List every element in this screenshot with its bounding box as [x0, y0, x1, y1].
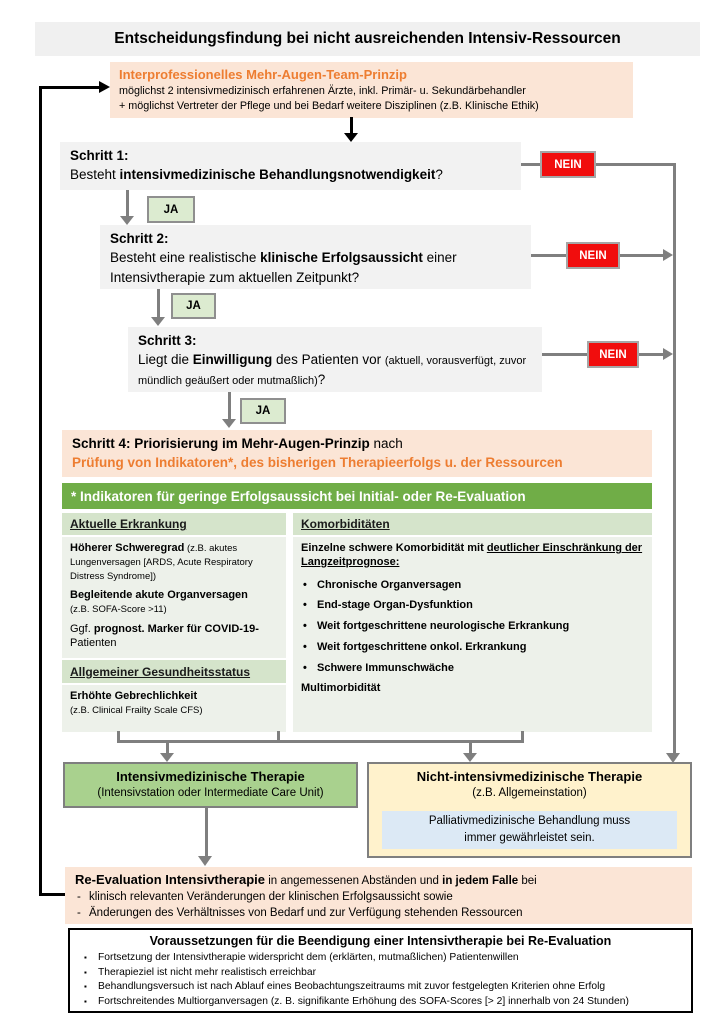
indicator-covid-bold: prognost. Marker für COVID-19- [93, 622, 259, 635]
left-column-header-1: Aktuelle Erkrankung [62, 513, 286, 535]
step1-nein-badge: NEIN [540, 151, 596, 178]
reevaluation-box [65, 867, 692, 924]
icu-therapy-subtitle: (Intensivstation oder Intermediate Care Unit) [97, 786, 324, 799]
step3-question [138, 350, 532, 390]
comorbidity-bullet: • Schwere Immunschwäche [301, 662, 644, 676]
indicator-severity-small: (z.B. akutes Lungenversagen [ARDS, Acute Respiratory Distress Syndrome]) [70, 543, 253, 582]
step4-line2: Prüfung von Indikatoren*, des bisherigen Therapieerfolgs u. der Ressourcen [72, 455, 563, 471]
team-to-step1-arrowhead-icon [344, 133, 358, 142]
reevaluation-text-1: in angemessenen Abständen und [265, 875, 443, 887]
step1-box [60, 142, 521, 190]
indicator-frailty-bold: Erhöhte Gebrechlichkeit [70, 690, 198, 702]
non-icu-therapy-title: Nicht-intensivmedizinische Therapie [416, 769, 643, 784]
indicator-covid-marker [70, 623, 278, 651]
bus-arrow-icu-arrowhead-icon [160, 753, 174, 762]
icu-therapy-box [63, 762, 358, 808]
step1-ja-arrowhead-icon [120, 216, 134, 225]
indicators-header: * Indikatoren für geringe Erfolgsaussicht bei Initial- oder Re-Evaluation [62, 483, 652, 509]
team-principle-box [110, 62, 633, 118]
step4-box [62, 430, 652, 477]
step2-nein-line-b [620, 254, 663, 257]
bus-arrow-icu-line [166, 740, 169, 754]
team-principle-line2: + möglichst Vertreter der Pflege und bei Bedarf weitere Disziplinen (z.B. Klinische Ethik) [119, 99, 539, 112]
non-icu-therapy-subtitle: (z.B. Allgemeinstation) [472, 786, 587, 799]
termination-bullet: ▪ Therapieziel ist nicht mehr realistisch erreichbar [80, 966, 681, 981]
icu-to-reeval-arrowhead-icon [198, 856, 212, 866]
termination-criteria-box [68, 928, 693, 1013]
bus-line [117, 740, 524, 743]
indicator-covid-pre: Ggf. [70, 622, 94, 635]
reevaluation-text-bold: in jedem Falle [442, 875, 519, 887]
loop-line-top [39, 86, 100, 89]
step3-label: Schritt 3: [138, 333, 197, 348]
page-title: Entscheidungsfindung bei nicht ausreichenden Intensiv-Ressourcen [35, 22, 700, 56]
termination-bullet: ▪ Behandlungsversuch ist nach Ablauf eines Beobachtungszeitraums mit zuvor festgelegten Kriterien ohne Erfolg [80, 980, 681, 995]
step3-nein-line-a [542, 353, 587, 356]
step1-question [70, 165, 511, 184]
comorbidity-intro [301, 542, 644, 570]
comorbidity-intro-pre: Einzelne schwere Komorbidität mit [301, 542, 487, 554]
step3-ja-badge: JA [240, 398, 286, 424]
team-principle-line1: möglichst 2 intensivmedizinisch erfahrenen Ärzte, inkl. Primär- u. Sekundärbehandler [119, 85, 526, 97]
step3-box [128, 327, 542, 392]
indicator-organ-failure-bold: Begleitende akute Organversagen [70, 589, 248, 602]
right-column-body [293, 537, 652, 732]
reevaluation-line1 [75, 871, 682, 889]
indicator-covid-post: Patienten [70, 636, 117, 649]
step2-text-bold: klinische Erfolgsaussicht [260, 250, 423, 266]
step2-nein-arrowhead-icon [663, 249, 673, 261]
step2-label: Schritt 2: [110, 231, 169, 246]
step1-text-bold: intensivmedizinische Behandlungsnotwendigkeit [119, 167, 436, 183]
indicator-frailty-small: (z.B. Clinical Frailty Scale CFS) [70, 704, 203, 716]
step3-text-post: ? [317, 372, 326, 388]
team-to-step1-line [350, 117, 353, 134]
team-principle-title: Interprofessionelles Mehr-Augen-Team-Prinzip [119, 67, 407, 82]
step1-nein-line-a [521, 163, 540, 166]
loop-arrowhead-icon [99, 81, 110, 93]
nein-rail-vertical [673, 163, 676, 754]
step3-ja-line [228, 392, 231, 420]
comorbidity-footer: Multimorbidität [301, 682, 381, 695]
step1-text-pre: Besteht [70, 167, 120, 183]
icu-therapy-title: Intensivmedizinische Therapie [116, 769, 305, 785]
indicator-organ-failure-small: (z.B. SOFA-Score >11) [70, 604, 167, 615]
step4-text-normal: nach [369, 436, 403, 451]
comorbidity-bullet: • Weit fortgeschrittene onkol. Erkrankung [301, 641, 644, 655]
step3-nein-arrowhead-icon [663, 348, 673, 360]
left-column-header-2: Allgemeiner Gesundheitsstatus [62, 660, 286, 683]
termination-bullet: ▪ Fortsetzung der Intensivtherapie widerspricht dem (erklärten, mutmaßlichen) Patientenwillen [80, 951, 681, 966]
step1-text-post: ? [435, 167, 443, 183]
step4-text-bold: Schritt 4: Priorisierung im Mehr-Augen-Prinzip [72, 436, 370, 451]
step1-ja-badge: JA [147, 196, 195, 223]
step3-text-mid: des Patienten vor [272, 352, 385, 368]
step2-ja-line [157, 289, 160, 318]
left-column-body-2 [62, 685, 286, 732]
reevaluation-text-2: bei [518, 875, 537, 887]
indicator-severity [70, 542, 278, 583]
non-icu-therapy-box [367, 762, 692, 858]
step2-ja-badge: JA [171, 293, 216, 319]
step1-label: Schritt 1: [70, 148, 129, 163]
step2-box [100, 225, 531, 289]
loop-line-bottom [39, 893, 66, 896]
step3-ja-arrowhead-icon [222, 419, 236, 428]
step1-nein-line-b [596, 163, 676, 166]
indicator-frailty [70, 690, 278, 718]
reevaluation-item: - Änderungen des Verhältnisses von Bedarf und zur Verfügung stehenden Ressourcen [75, 905, 682, 921]
step3-text-bold: Einwilligung [192, 352, 273, 368]
step3-nein-badge: NEIN [587, 341, 639, 368]
step3-nein-line-b [639, 353, 663, 356]
palliative-care-text: Palliativmedizinische Behandlung muss immer gewährleistet sein. [428, 815, 631, 844]
step2-text-pre: Besteht eine realistische [110, 250, 261, 266]
reevaluation-title: Re-Evaluation Intensivtherapie [75, 872, 265, 887]
step1-ja-line [126, 190, 129, 217]
step2-nein-line-a [531, 254, 566, 257]
comorbidity-bullet: • Chronische Organversagen [301, 579, 644, 593]
left-column-body-1 [62, 537, 286, 658]
termination-bullet: ▪ Fortschreitendes Multiorganversagen (z. B. signifikante Erhöhung des SOFA-Scores [> 2] innerhalb von 24 Stunden) [80, 995, 681, 1010]
reevaluation-item: - klinisch relevanten Veränderungen der klinischen Erfolgsaussicht sowie [75, 889, 682, 905]
comorbidity-bullet: • Weit fortgeschrittene neurologische Erkrankung [301, 620, 644, 634]
step4-line1 [72, 434, 642, 453]
termination-title: Voraussetzungen für die Beendigung einer Intensivtherapie bei Re-Evaluation [149, 934, 612, 948]
loop-line-vertical [39, 86, 42, 896]
indicator-severity-bold: Höherer Schweregrad [70, 542, 185, 554]
step2-nein-badge: NEIN [566, 242, 620, 269]
step3-text-pre: Liegt die [138, 352, 193, 368]
comorbidity-bullet: • End-stage Organ-Dysfunktion [301, 599, 644, 613]
right-column-header: Komorbiditäten [293, 513, 652, 535]
icu-to-reeval-line [205, 808, 208, 857]
comorbidity-intro-underline: deutlicher Einschränkung der Langzeitprognose: [301, 542, 643, 568]
bus-arrow-nonicu-arrowhead-icon [463, 753, 477, 762]
palliative-care-box [382, 811, 677, 849]
step2-text-post: einer Intensivtherapie zum aktuellen Zeitpunkt? [110, 250, 457, 285]
indicator-organ-failure [70, 589, 278, 617]
step2-ja-arrowhead-icon [151, 317, 165, 326]
bus-arrow-nonicu-line [469, 740, 472, 754]
step2-question [110, 248, 521, 287]
step3-text-small: (aktuell, vorausverfügt, zuvor mündlich geäußert oder mutmaßlich) [138, 355, 527, 388]
